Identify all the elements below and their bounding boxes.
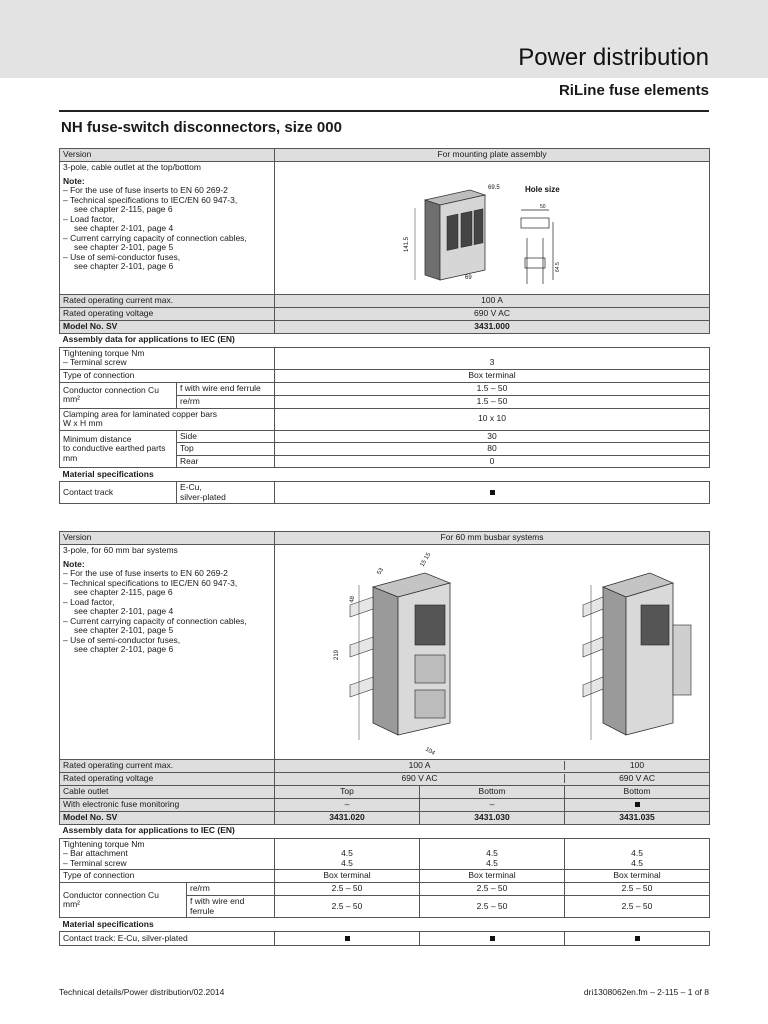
description-cell <box>60 545 275 760</box>
clamp-label-cell <box>60 408 275 430</box>
ferrule-value: 2.5 – 50 <box>420 896 565 918</box>
dim-label: 104 <box>424 746 436 756</box>
min-dist-unit: mm <box>63 452 78 463</box>
ferrule-label: f with wire end ferrule <box>177 382 275 395</box>
ferrule-value: 1.5 – 50 <box>275 382 710 395</box>
side-label: Side <box>177 430 275 443</box>
rear-value: 0 <box>275 455 710 468</box>
fuse-disconnector-drawing <box>275 162 708 291</box>
torque-values <box>420 838 565 870</box>
section-title: NH fuse-switch disconnectors, size 000 <box>61 119 342 136</box>
page-subtitle: RiLine fuse elements <box>558 82 709 99</box>
conductor-label-cell <box>60 382 177 408</box>
rated-voltage-label: Rated operating voltage <box>60 772 275 785</box>
monitoring-value: – <box>275 798 420 811</box>
material-heading: Material specifications <box>60 918 710 932</box>
disconnector-isometric-illustration <box>350 573 450 740</box>
top-value: 80 <box>275 443 710 456</box>
model-value: 3431.030 <box>420 811 565 824</box>
model-value: 3431.035 <box>565 811 710 824</box>
available-dot-icon <box>635 802 640 807</box>
cable-outlet-label: Cable outlet <box>60 785 275 798</box>
ferrule-label2: ferrule <box>190 905 215 916</box>
spec-table-mounting-plate <box>59 148 710 504</box>
ferrule-label-cell <box>187 896 275 918</box>
note-label: Note: <box>63 558 85 569</box>
note-line: see chapter 2-101, page 4 <box>74 223 174 233</box>
contact-availability <box>565 932 710 946</box>
description-text: 3-pole, cable outlet at the top/bottom <box>63 162 201 172</box>
min-dist-label: Minimum distance <box>63 433 132 444</box>
rerm-label: re/rm <box>177 395 275 408</box>
hole-pattern-drawing <box>521 210 553 284</box>
rerm-label: re/rm <box>187 883 275 896</box>
rerm-value: 2.5 – 50 <box>420 883 565 896</box>
contact-label: Contact track <box>60 482 177 504</box>
product-image-cell-monitoring <box>565 545 710 760</box>
hole-size-label: Hole size <box>525 185 560 194</box>
torque-label-cell <box>60 838 275 870</box>
min-dist-label2: to conductive earthed parts <box>63 443 166 453</box>
torque-sub: – Bar attachment <box>63 848 128 858</box>
ferrule-value: 2.5 – 50 <box>275 896 420 918</box>
rated-current-value: 100 A <box>275 294 710 307</box>
torque-value: 3 <box>275 347 710 369</box>
busbar-disconnector-monitoring-drawing <box>565 545 710 756</box>
available-dot-icon <box>490 936 495 941</box>
cable-outlet-value: Bottom <box>565 785 710 798</box>
rerm-value: 2.5 – 50 <box>275 883 420 896</box>
description-cell <box>60 162 275 295</box>
torque-bar-value: 4.5 <box>341 848 353 858</box>
note-label: Note: <box>63 175 85 186</box>
clamp-value: 10 x 10 <box>275 408 710 430</box>
note-line: – Use of semi-conductor fuses, <box>63 251 181 262</box>
contact-availability <box>275 932 420 946</box>
note-line: – Load factor, <box>63 596 115 607</box>
dim-label: 219 <box>334 649 341 660</box>
note-line: – Technical specifications to IEC/EN 60 947-3, <box>63 577 238 588</box>
version-value: For 60 mm busbar systems <box>275 532 710 545</box>
note-line: see chapter 2-115, page 6 <box>74 204 173 214</box>
conn-type-value: Box terminal <box>565 870 710 883</box>
header-rule <box>59 110 709 112</box>
model-label: Model No. SV <box>60 811 275 824</box>
torque-label: Tightening torque Nm <box>63 347 145 358</box>
rated-current-label: Rated operating current max. <box>60 294 275 307</box>
conductor-unit: mm² <box>63 394 80 404</box>
disconnector-with-monitoring-illustration <box>583 573 691 740</box>
conductor-label: Conductor connection Cu <box>63 889 159 900</box>
torque-bar-value: 4.5 <box>486 848 498 858</box>
contact-material-cell <box>177 482 275 504</box>
note-line: – Use of semi-conductor fuses, <box>63 634 181 645</box>
assembly-heading: Assembly data for applications to IEC (EN) <box>60 824 710 838</box>
monitoring-value: – <box>420 798 565 811</box>
note-line: see chapter 2-101, page 6 <box>74 644 174 654</box>
version-value: For mounting plate assembly <box>275 149 710 162</box>
rated-voltage-value: 690 V AC <box>275 307 710 320</box>
note-line: see chapter 2-101, page 4 <box>74 606 174 616</box>
dim-label: 69.5 <box>488 185 500 191</box>
available-dot-icon <box>345 936 350 941</box>
rerm-value: 1.5 – 50 <box>275 395 710 408</box>
conductor-unit: mm² <box>63 899 80 909</box>
torque-label-cell <box>60 347 275 369</box>
torque-bar-value: 4.5 <box>631 848 643 858</box>
note-line: see chapter 2-115, page 6 <box>74 587 173 597</box>
torque-screw-value: 4.5 <box>341 857 353 868</box>
note-line: see chapter 2-101, page 6 <box>74 261 174 271</box>
model-label: Model No. SV <box>60 320 275 333</box>
conn-type-label: Type of connection <box>60 369 275 382</box>
rated-current-value: 100 A <box>275 761 565 771</box>
page-title: Power distribution <box>518 44 709 71</box>
available-dot-icon <box>490 490 495 495</box>
dim-label: 50 <box>540 204 546 210</box>
spec-table-busbar <box>59 531 710 946</box>
torque-screw-value: 4.5 <box>631 857 643 868</box>
conn-type-value: Box terminal <box>275 870 420 883</box>
torque-sub: – Terminal screw <box>63 857 127 868</box>
conn-type-label: Type of connection <box>60 870 275 883</box>
note-line: – For the use of fuse inserts to EN 60 269-2 <box>63 568 228 578</box>
material-heading: Material specifications <box>60 468 710 482</box>
cable-outlet-value: Top <box>275 785 420 798</box>
rerm-value: 2.5 – 50 <box>565 883 710 896</box>
contact-availability <box>275 482 710 504</box>
busbar-disconnector-drawing <box>275 545 565 756</box>
available-dot-icon <box>635 936 640 941</box>
ferrule-label: f with wire end <box>190 896 245 906</box>
rated-voltage-values <box>275 772 710 785</box>
torque-sub: – Terminal screw <box>63 357 127 367</box>
version-label: Version <box>60 149 275 162</box>
note-line: see chapter 2-101, page 5 <box>74 242 174 252</box>
note-line: – Current carrying capacity of connection cables, <box>63 232 247 243</box>
clamp-unit: W x H mm <box>63 418 103 428</box>
dim-label: 15 15 <box>419 551 433 568</box>
footer-right: dri1308062en.fm – 2-115 – 1 of 8 <box>583 987 709 997</box>
conn-type-value: Box terminal <box>275 369 710 382</box>
product-image-cell <box>275 545 565 760</box>
dim-label: 48 <box>349 595 357 604</box>
note-line: – Technical specifications to IEC/EN 60 947-3, <box>63 194 238 205</box>
rated-current-label: Rated operating current max. <box>60 759 275 772</box>
conductor-label: Conductor connection Cu <box>63 384 159 395</box>
rated-voltage-value: 690 V AC <box>619 772 655 783</box>
torque-label: Tightening torque Nm <box>63 838 145 849</box>
dim-label: 69 <box>465 275 472 281</box>
rated-current-value: 100 <box>629 759 645 770</box>
contact-material: E-Cu, <box>180 482 202 492</box>
monitoring-label: With electronic fuse monitoring <box>60 798 275 811</box>
dim-label: 141.5 <box>404 236 411 252</box>
conn-type-value: Box terminal <box>420 870 565 883</box>
model-value: 3431.020 <box>275 811 420 824</box>
min-dist-label-cell <box>60 430 177 468</box>
note-line: – For the use of fuse inserts to EN 60 269-2 <box>63 185 228 195</box>
description-text: 3-pole, for 60 mm bar systems <box>63 545 178 555</box>
torque-screw-value: 4.5 <box>486 857 498 868</box>
dim-label: 53 <box>376 567 386 576</box>
note-line: see chapter 2-101, page 5 <box>74 625 174 635</box>
disconnector-isometric-illustration <box>415 190 485 280</box>
version-label: Version <box>60 532 275 545</box>
assembly-heading: Assembly data for applications to IEC (EN) <box>60 333 710 347</box>
torque-values <box>275 838 420 870</box>
clamp-label: Clamping area for laminated copper bars <box>63 408 218 419</box>
monitoring-value-available <box>565 798 710 811</box>
contact-availability <box>420 932 565 946</box>
contact-label: Contact track: E-Cu, silver-plated <box>60 932 275 946</box>
ferrule-value: 2.5 – 50 <box>565 896 710 918</box>
product-image-cell <box>275 162 710 295</box>
rear-label: Rear <box>177 455 275 468</box>
rated-voltage-label: Rated operating voltage <box>60 307 275 320</box>
note-line: – Load factor, <box>63 213 115 224</box>
conductor-label-cell <box>60 883 187 918</box>
note-line: – Current carrying capacity of connection cables, <box>63 615 247 626</box>
rated-voltage-value: 690 V AC <box>275 774 565 784</box>
dim-label: 64.5 <box>555 262 562 272</box>
torque-values <box>565 838 710 870</box>
side-value: 30 <box>275 430 710 443</box>
model-value: 3431.000 <box>275 320 710 333</box>
top-label: Top <box>177 443 275 456</box>
footer-left: Technical details/Power distribution/02.2014 <box>59 987 225 997</box>
contact-material2: silver-plated <box>180 491 226 502</box>
cable-outlet-value: Bottom <box>420 785 565 798</box>
rated-current-values <box>275 759 710 772</box>
